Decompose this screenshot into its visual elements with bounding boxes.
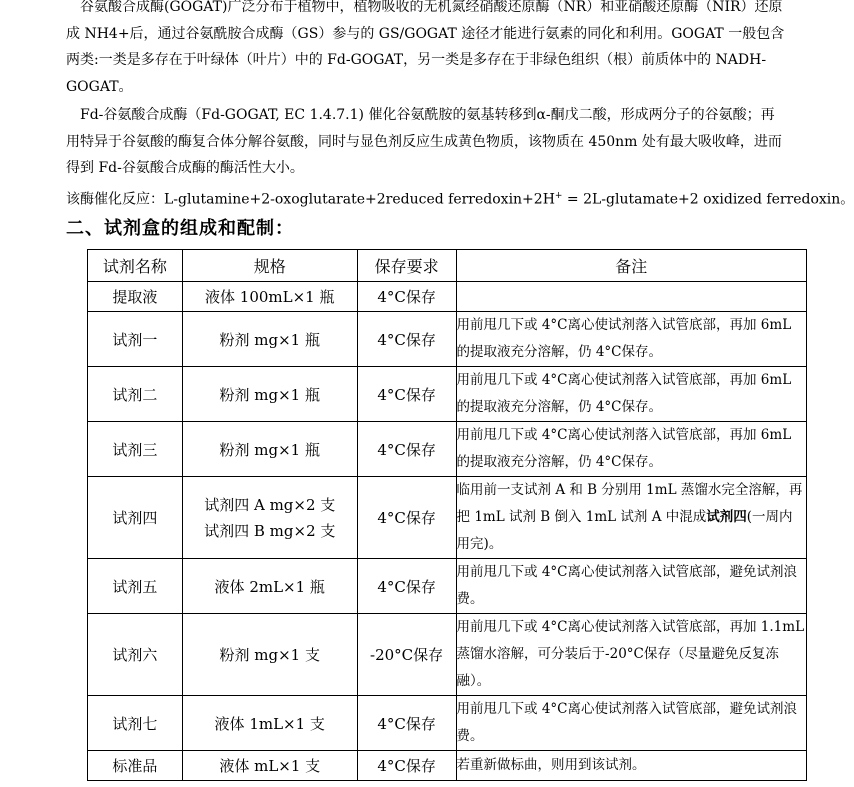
reagent-storage: 4°C保存: [357, 312, 456, 367]
table-row: [88, 477, 807, 559]
section-heading: 二、试剂盒的组成和配制：: [66, 218, 294, 239]
reagent-spec: 粉剂 mg×1 瓶: [182, 367, 357, 422]
reagent-note: 用前甩几下或 4°C离心使试剂落入试管底部，避免试剂浪费。: [456, 696, 806, 751]
table-row: [88, 282, 807, 312]
reagent-name: 试剂四: [88, 477, 183, 559]
reagent-note: 用前甩几下或 4°C离心使试剂落入试管底部，再加 1.1mL 蒸馏水溶解，可分装后于-20°C保存（尽量避免反复冻融）。: [456, 614, 806, 696]
reagent-spec: 液体 1mL×1 支: [182, 696, 357, 751]
reagent-storage: 4°C保存: [357, 559, 456, 614]
reagent-spec: 粉剂 mg×1 支: [182, 614, 357, 696]
reagent-note: [456, 282, 806, 312]
header-note: 备注: [456, 250, 806, 282]
intro-paragraph-2: Fd-谷氨酸合成酶（Fd-GOGAT, EC 1.4.7.1) 催化谷氨酰胺的氨基转移到α-酮戊二酸，形成两分子的谷氨酸；再用特异于谷氨酸的酶复合体分解谷氨酸，同时与显色剂反应生成黄色物质，该物质在 450nm 处有最大吸收峰，进而得到 Fd-谷氨酸合成酶的酶活性大小。: [66, 107, 782, 176]
reagent-spec-line: 试剂四 A mg×2 支: [204, 495, 336, 514]
reagent-name: 提取液: [88, 282, 183, 312]
reagent-name: 试剂五: [88, 559, 183, 614]
reagent-storage: -20°C保存: [357, 614, 456, 696]
note-text: 临用前一支试剂 A 和 B 分别用 1mL 蒸馏水完全溶解，再把 1mL 试剂 B 倒入 1mL 试剂 A 中混成: [456, 482, 803, 525]
reagent-note: 用前甩几下或 4°C离心使试剂落入试管底部，再加 6mL 的提取液充分溶解，仍 4°C保存。: [456, 422, 806, 477]
reagent-spec: [182, 477, 357, 559]
reagent-name: 试剂一: [88, 312, 183, 367]
reagent-spec: 液体 100mL×1 瓶: [182, 282, 357, 312]
reagent-name: 试剂七: [88, 696, 183, 751]
reagent-note: 用前甩几下或 4°C离心使试剂落入试管底部，再加 6mL 的提取液充分溶解，仍 4°C保存。: [456, 312, 806, 367]
table-row: [88, 751, 807, 781]
intro-paragraph-1: 谷氨酸合成酶(GOGAT)广泛分布于植物中，植物吸收的无机氮经硝酸还原酶（NR）和亚硝酸还原酶（NIR）还原成 NH4+后，通过谷氨酰胺合成酶（GS）参与的 GS/GOGAT 途径才能进行氨素的同化和利用。GOGAT 一般包含两类:一类是多存在于叶绿体（叶片）中的 Fd-GOGAT，另一类是多存在于非绿色组织（根）前质体中的 NADH-GOGAT。: [66, 0, 785, 95]
header-reagent-name: 试剂名称: [88, 250, 183, 282]
reagent-storage: 4°C保存: [357, 282, 456, 312]
reagent-name: 试剂三: [88, 422, 183, 477]
table-header-row: [88, 250, 807, 282]
table-row: [88, 614, 807, 696]
reagent-name: 试剂二: [88, 367, 183, 422]
reagent-name: 试剂六: [88, 614, 183, 696]
reagent-name: 标准品: [88, 751, 183, 781]
reagent-note: 用前甩几下或 4°C离心使试剂落入试管底部，避免试剂浪费。: [456, 559, 806, 614]
reagent-table: [87, 249, 807, 781]
reagent-spec: 液体 2mL×1 瓶: [182, 559, 357, 614]
header-storage: 保存要求: [357, 250, 456, 282]
table-row: [88, 559, 807, 614]
table-row: [88, 367, 807, 422]
reagent-spec: 粉剂 mg×1 瓶: [182, 312, 357, 367]
note-text-end: (一周内用完)。: [456, 509, 793, 552]
reagent-spec: 液体 mL×1 支: [182, 751, 357, 781]
reagent-storage: 4°C保存: [357, 422, 456, 477]
table-row: [88, 696, 807, 751]
reagent-spec: 粉剂 mg×1 瓶: [182, 422, 357, 477]
reagent-note: 用前甩几下或 4°C离心使试剂落入试管底部，再加 6mL 的提取液充分溶解，仍 4°C保存。: [456, 367, 806, 422]
reaction-sup: +: [554, 191, 563, 201]
reagent-storage: 4°C保存: [357, 367, 456, 422]
table-row: [88, 422, 807, 477]
reagent-spec-line: 试剂四 B mg×2 支: [204, 521, 336, 540]
reagent-storage: 4°C保存: [357, 696, 456, 751]
reagent-storage: 4°C保存: [357, 477, 456, 559]
reagent-note: [456, 477, 806, 559]
table-row: [88, 312, 807, 367]
note-bold-text: 试剂四: [706, 509, 747, 525]
reaction-suffix: = 2L-glutamate+2 oxidized ferredoxin。: [562, 191, 854, 208]
reagent-note: 若重新做标曲，则用到该试剂。: [456, 751, 806, 781]
reaction-prefix: 该酶催化反应：L-glutamine+2-oxoglutarate+2reduced ferredoxin+2H: [66, 191, 555, 208]
reagent-storage: 4°C保存: [357, 751, 456, 781]
header-spec: 规格: [182, 250, 357, 282]
reaction-equation: [66, 183, 854, 213]
